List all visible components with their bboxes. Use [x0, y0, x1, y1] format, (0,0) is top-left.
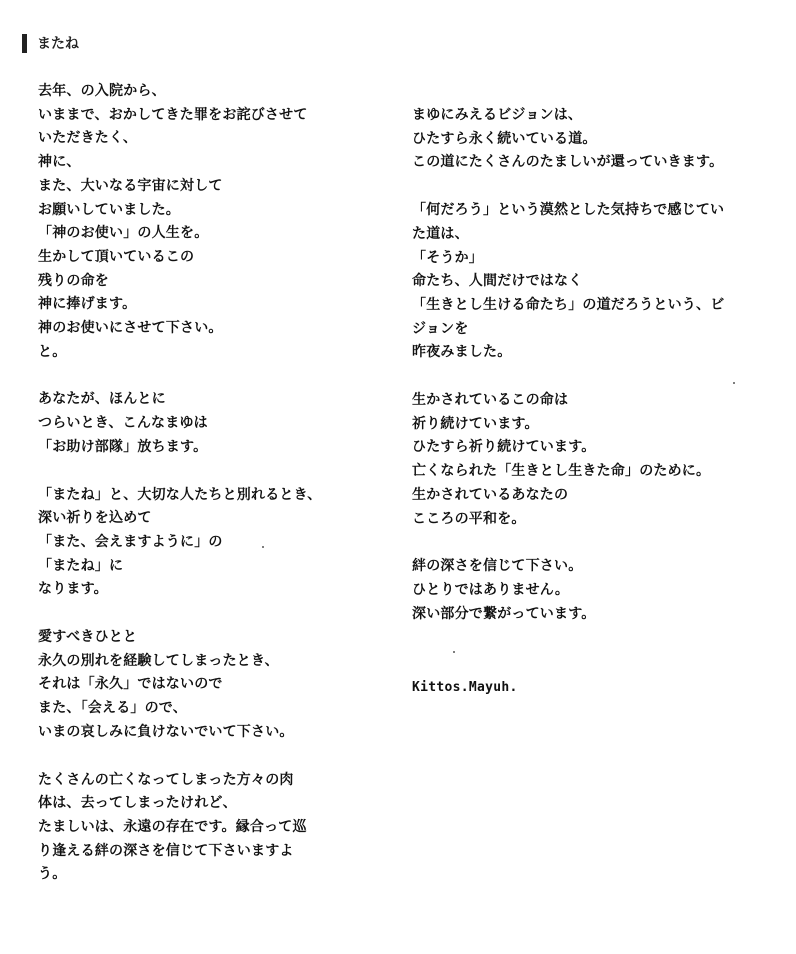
text-line: と。: [38, 343, 67, 360]
text-line: 生かされているこの命は: [412, 392, 569, 409]
scan-speck: [453, 651, 455, 653]
text-line: 亡くなられた「生きとし生きた命」のために。: [412, 463, 711, 480]
paragraph: [38, 388, 378, 459]
text-line: こころの平和を。: [412, 510, 526, 527]
text-line: 神に、: [38, 154, 81, 171]
text-line: 愛すべきひとと: [38, 629, 138, 646]
text-line: つらいとき、こんなまゆは: [38, 415, 208, 432]
left-text-column: [38, 80, 378, 911]
text-line: いまの哀しみに負けないでいて下さい。: [38, 723, 294, 740]
paragraph: [38, 626, 378, 745]
scan-speck: [733, 382, 735, 384]
text-line: たくさんの亡くなってしまった方々の肉: [38, 771, 294, 788]
text-line: た道は、: [412, 225, 469, 242]
section-heading: [22, 33, 79, 53]
text-line: 昨夜みました。: [412, 344, 512, 361]
heading-bar-marker: [22, 34, 27, 53]
text-line: また、「会える」ので、: [38, 700, 187, 717]
text-line: 「またね」と、大切な人たちと別れるとき、: [38, 486, 322, 503]
text-line: 「生きとし生ける命たち」の道だろうという、ビ: [412, 296, 725, 313]
text-line: まゆにみえるビジョンは、: [412, 107, 583, 123]
text-line: 「また、会えますように」の: [38, 533, 223, 550]
text-line: 深い部分で繋がっています。: [412, 605, 596, 622]
text-line: それは「永久」ではないので: [38, 676, 223, 693]
text-line: なります。: [38, 581, 108, 598]
text-line: 絆の深さを信じて下さい。: [412, 558, 583, 575]
text-line: いままで、おかしてきた罪をお詫びさせて: [38, 106, 308, 123]
text-line: ひたすら永く続いている道。: [412, 130, 597, 147]
text-line: 生かして頂いているこの: [38, 248, 195, 265]
text-line: 「またね」に: [38, 557, 124, 574]
paragraph: [412, 555, 782, 626]
text-line: 深い祈りを込めて: [38, 510, 152, 527]
paragraph: [38, 484, 378, 603]
text-line: 「何だろう」という漠然とした気持ちで感じてい: [412, 202, 725, 219]
text-line: 去年、の入院から、: [38, 83, 166, 99]
text-line: 「お助け部隊」放ちます。: [38, 438, 208, 455]
paragraph: [38, 80, 378, 364]
paragraph: [412, 389, 782, 531]
text-line: り逢える絆の深さを信じて下さいますよ: [38, 842, 294, 859]
text-line: 「そうか」: [412, 249, 483, 266]
text-line: 神のお使いにさせて下さい。: [38, 320, 223, 337]
right-text-column: [412, 104, 782, 650]
text-line: う。: [38, 866, 67, 883]
paragraph: [38, 769, 378, 888]
text-line: お願いしていました。: [38, 201, 180, 218]
page-title: またね: [37, 36, 79, 52]
text-line: ひとりではありません。: [412, 581, 570, 598]
text-line: 「神のお使い」の人生を。: [38, 225, 209, 242]
signature: Kittos.Mayuh.: [412, 680, 518, 695]
text-line: たましいは、永遠の存在です。縁合って巡: [38, 818, 307, 835]
text-line: あなたが、ほんとに: [38, 391, 166, 408]
text-line: 祈り続けています。: [412, 415, 539, 432]
text-line: 残りの命を: [38, 272, 109, 289]
text-line: また、大いなる宇宙に対して: [38, 177, 223, 194]
text-line: 生かされているあなたの: [412, 486, 569, 503]
text-line: 神に捧げます。: [38, 296, 137, 313]
text-line: 体は、去ってしまったけれど、: [38, 795, 237, 812]
scan-speck: [262, 546, 264, 548]
text-line: ひたすら祈り続けています。: [412, 439, 596, 456]
text-line: この道にたくさんのたましいが還っていきます。: [412, 154, 724, 171]
text-line: ジョンを: [412, 320, 469, 337]
text-line: 永久の別れを経験してしまったとき、: [38, 652, 279, 669]
paragraph: [412, 199, 782, 365]
text-line: いただきたく、: [38, 130, 138, 147]
text-line: 命たち、人間だけではなく: [412, 273, 583, 290]
paragraph: [412, 104, 782, 175]
